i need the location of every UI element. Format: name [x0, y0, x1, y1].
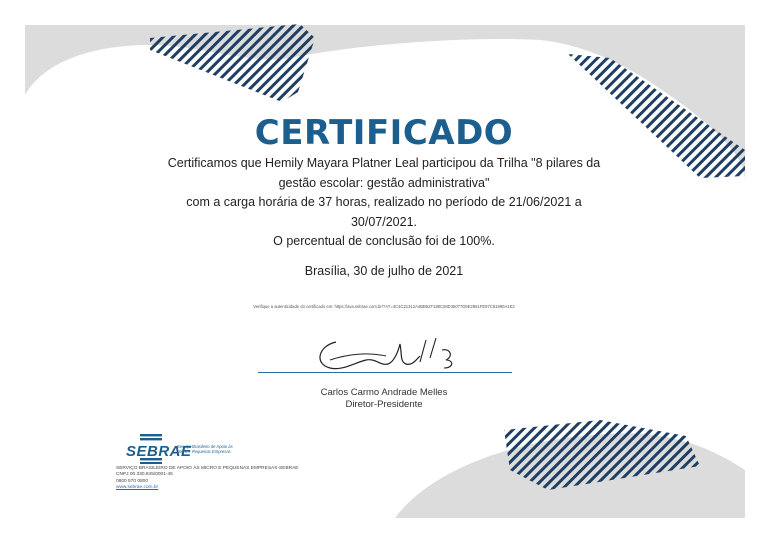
body-line: Certificamos que Hemily Mayara Platner Leal participou da Trilha "8 pilares da [167, 156, 601, 170]
footer-phone: 0800 570 0800 [116, 478, 149, 484]
signer-role: Diretor-Presidente [345, 399, 423, 410]
verification-link[interactable]: Verifique a autenticidade do certificado em: https://ava.sebrae.com.br/?AT=4C4C21312A4BB52F198C08D35077D5E2851FE97C61990A1E2 [253, 304, 515, 309]
footer-cnpj: CNPJ 00.330.845/0001-45 [116, 472, 173, 478]
tagline-line: Micro e Pequenas Empresas [177, 449, 231, 454]
body-line: gestão escolar: gestão administrativa" [278, 175, 490, 190]
tagline-line: Serviço Brasileiro de Apoio às [177, 444, 233, 449]
body-line: com a carga horária de 37 horas, realizado no período de 21/06/2021 a [186, 195, 582, 209]
sebrae-wordmark: SEBRAE [126, 443, 192, 460]
body-line: 30/07/2021. [350, 214, 418, 229]
body-line: O percentual de conclusão foi de 100%. [273, 234, 495, 248]
footer-info [116, 466, 299, 491]
signature-image [308, 330, 468, 374]
footer-org-name: SERVIÇO BRASILEIRO DE APOIO ÀS MICRO E PEQUENAS EMPRESAS-SEBRAE [116, 466, 299, 471]
signer-name: Carlos Carmo Andrade Melles [320, 387, 448, 398]
sebrae-tagline [177, 444, 267, 454]
certificate-title: CERTIFICADO [254, 113, 514, 153]
signature-line [258, 372, 512, 373]
footer-website-link[interactable]: www.sebrae.com.br [116, 484, 159, 490]
certificate-body [150, 154, 618, 252]
place-and-date: Brasília, 30 de julho de 2021 [304, 264, 464, 278]
